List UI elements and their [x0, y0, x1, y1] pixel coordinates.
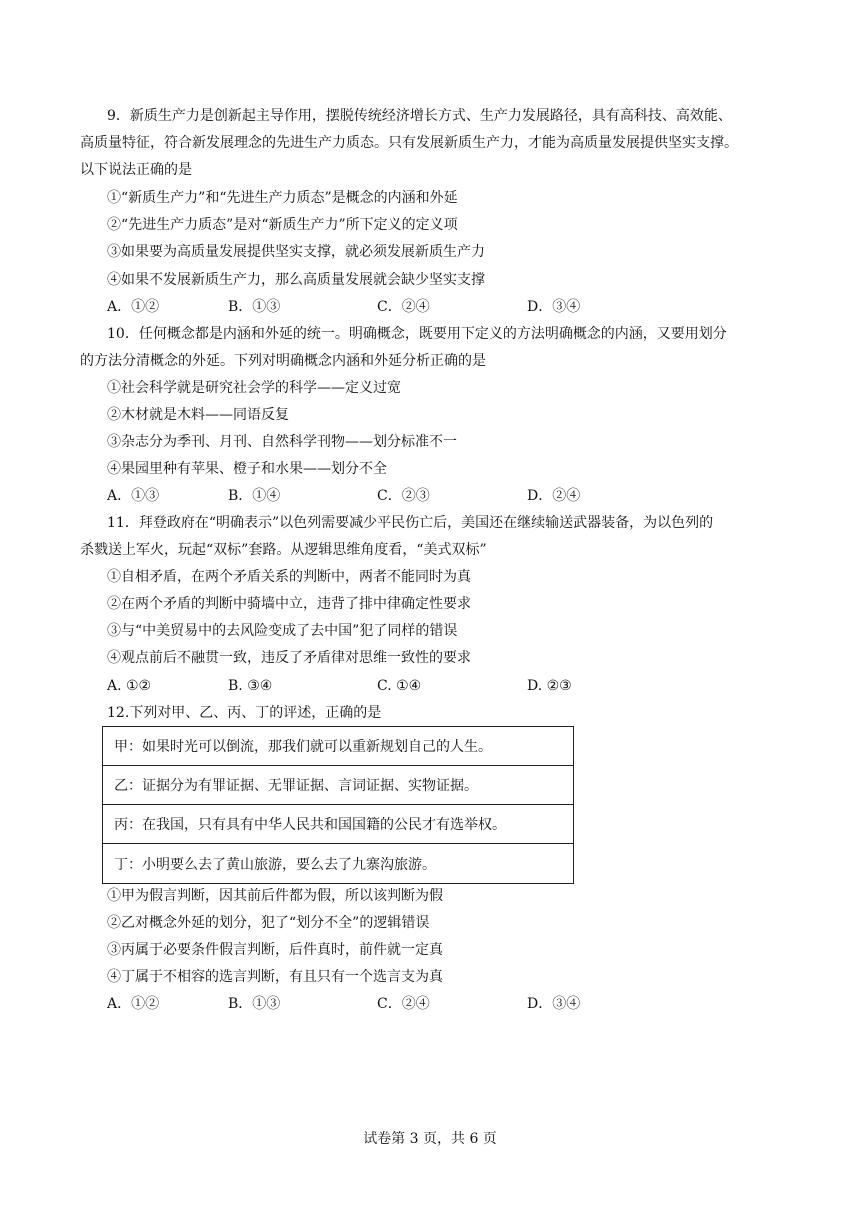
q9-item-1: ①“新质生产力”和“先进生产力质态”是概念的内涵和外延: [107, 190, 458, 206]
q10-stem-line-2: 的方法分清概念的外延。下列对明确概念内涵和外延分析正确的是: [80, 353, 486, 369]
q12-option-b[interactable]: B．①③: [228, 996, 281, 1012]
q11-item-2: ②在两个矛盾的判断中骑墙中立，违背了排中律确定性要求: [107, 596, 471, 612]
q10-stem-line-1: 10．任何概念都是内涵和外延的统一。明确概念，既要用下定义的方法明确概念的内涵，又要用划分: [107, 326, 727, 342]
q10-item-4: ④果园里种有苹果、橙子和水果——划分不全: [107, 461, 387, 477]
q9-item-4: ④如果不发展新质生产力，那么高质量发展就会缺少坚实支撑: [107, 272, 485, 288]
q10-option-b[interactable]: B．①④: [228, 488, 281, 504]
q11-stem-line-1: 11．拜登政府在“明确表示”以色列需要减少平民伤亡后，美国还在继续输送武器装备，为以色列的: [107, 515, 714, 531]
q9-option-d[interactable]: D．③④: [527, 299, 581, 315]
q10-option-a[interactable]: A．①③: [107, 488, 160, 504]
q12-statement-bing: 丙：在我国，只有具有中华人民共和国国籍的公民才有选举权。: [103, 805, 573, 844]
q12-statement-ding: 丁：小明要么去了黄山旅游，要么去了九寨沟旅游。: [114, 856, 436, 873]
q12-stem: 12.下列对甲、乙、丙、丁的评述，正确的是: [107, 705, 382, 721]
q12-statement-yi: 乙：证据分为有罪证据、无罪证据、言词证据、实物证据。: [103, 766, 573, 805]
page-footer: 试卷第 3 页，共 6 页: [363, 1131, 497, 1147]
q9-stem-line-1: 9．新质生产力是创新起主导作用，摆脱传统经济增长方式、生产力发展路径，具有高科技、高效能、: [107, 108, 732, 124]
q11-option-d[interactable]: D. ②③: [527, 678, 572, 694]
q12-item-2: ②乙对概念外延的划分，犯了“划分不全”的逻辑错误: [107, 915, 430, 931]
q11-item-1: ①自相矛盾，在两个矛盾关系的判断中，两者不能同时为真: [107, 569, 471, 585]
q9-item-2: ②“先进生产力质态”是对“新质生产力”所下定义的定义项: [107, 217, 458, 233]
q12-statement-jia: 甲：如果时光可以倒流，那我们就可以重新规划自己的人生。: [103, 727, 573, 766]
q10-item-1: ①社会科学就是研究社会学的科学——定义过宽: [107, 380, 401, 396]
q10-item-2: ②木材就是木料——同语反复: [107, 407, 289, 423]
q12-option-a[interactable]: A．①②: [107, 996, 160, 1012]
q10-option-c[interactable]: C．②③: [377, 488, 430, 504]
q12-item-4: ④丁属于不相容的选言判断，有且只有一个选言支为真: [107, 969, 443, 985]
q12-item-1: ①甲为假言判断，因其前后件都为假，所以该判断为假: [107, 888, 443, 904]
q9-option-b[interactable]: B．①③: [228, 299, 281, 315]
q12-item-3: ③丙属于必要条件假言判断，后件真时，前件就一定真: [107, 942, 443, 958]
q9-stem-line-2: 高质量特征，符合新发展理念的先进生产力质态。只有发展新质生产力，才能为高质量发展提供坚实支撑。: [80, 135, 738, 151]
q9-option-c[interactable]: C．②④: [377, 299, 430, 315]
q10-item-3: ③杂志分为季刊、月刊、自然科学刊物——划分标准不一: [107, 434, 457, 450]
q12-statement-table: [102, 726, 574, 884]
q11-option-c[interactable]: C. ①④: [377, 678, 422, 694]
q9-option-a[interactable]: A．①②: [107, 299, 160, 315]
q10-option-d[interactable]: D．②④: [527, 488, 581, 504]
q9-stem-line-3: 以下说法正确的是: [80, 162, 192, 178]
q11-option-a[interactable]: A. ①②: [107, 678, 152, 694]
q11-stem-line-2: 杀戮送上军火，玩起“双标”套路。从逻辑思维角度看，“美式双标”: [80, 542, 487, 558]
q11-item-4: ④观点前后不融贯一致，违反了矛盾律对思维一致性的要求: [107, 650, 471, 666]
q12-option-d[interactable]: D．③④: [527, 996, 581, 1012]
q11-item-3: ③与“中美贸易中的去风险变成了去中国”犯了同样的错误: [107, 623, 458, 639]
q9-item-3: ③如果要为高质量发展提供坚实支撑，就必须发展新质生产力: [107, 244, 485, 260]
q11-option-b[interactable]: B. ③④: [228, 678, 273, 694]
q12-option-c[interactable]: C．②④: [377, 996, 430, 1012]
